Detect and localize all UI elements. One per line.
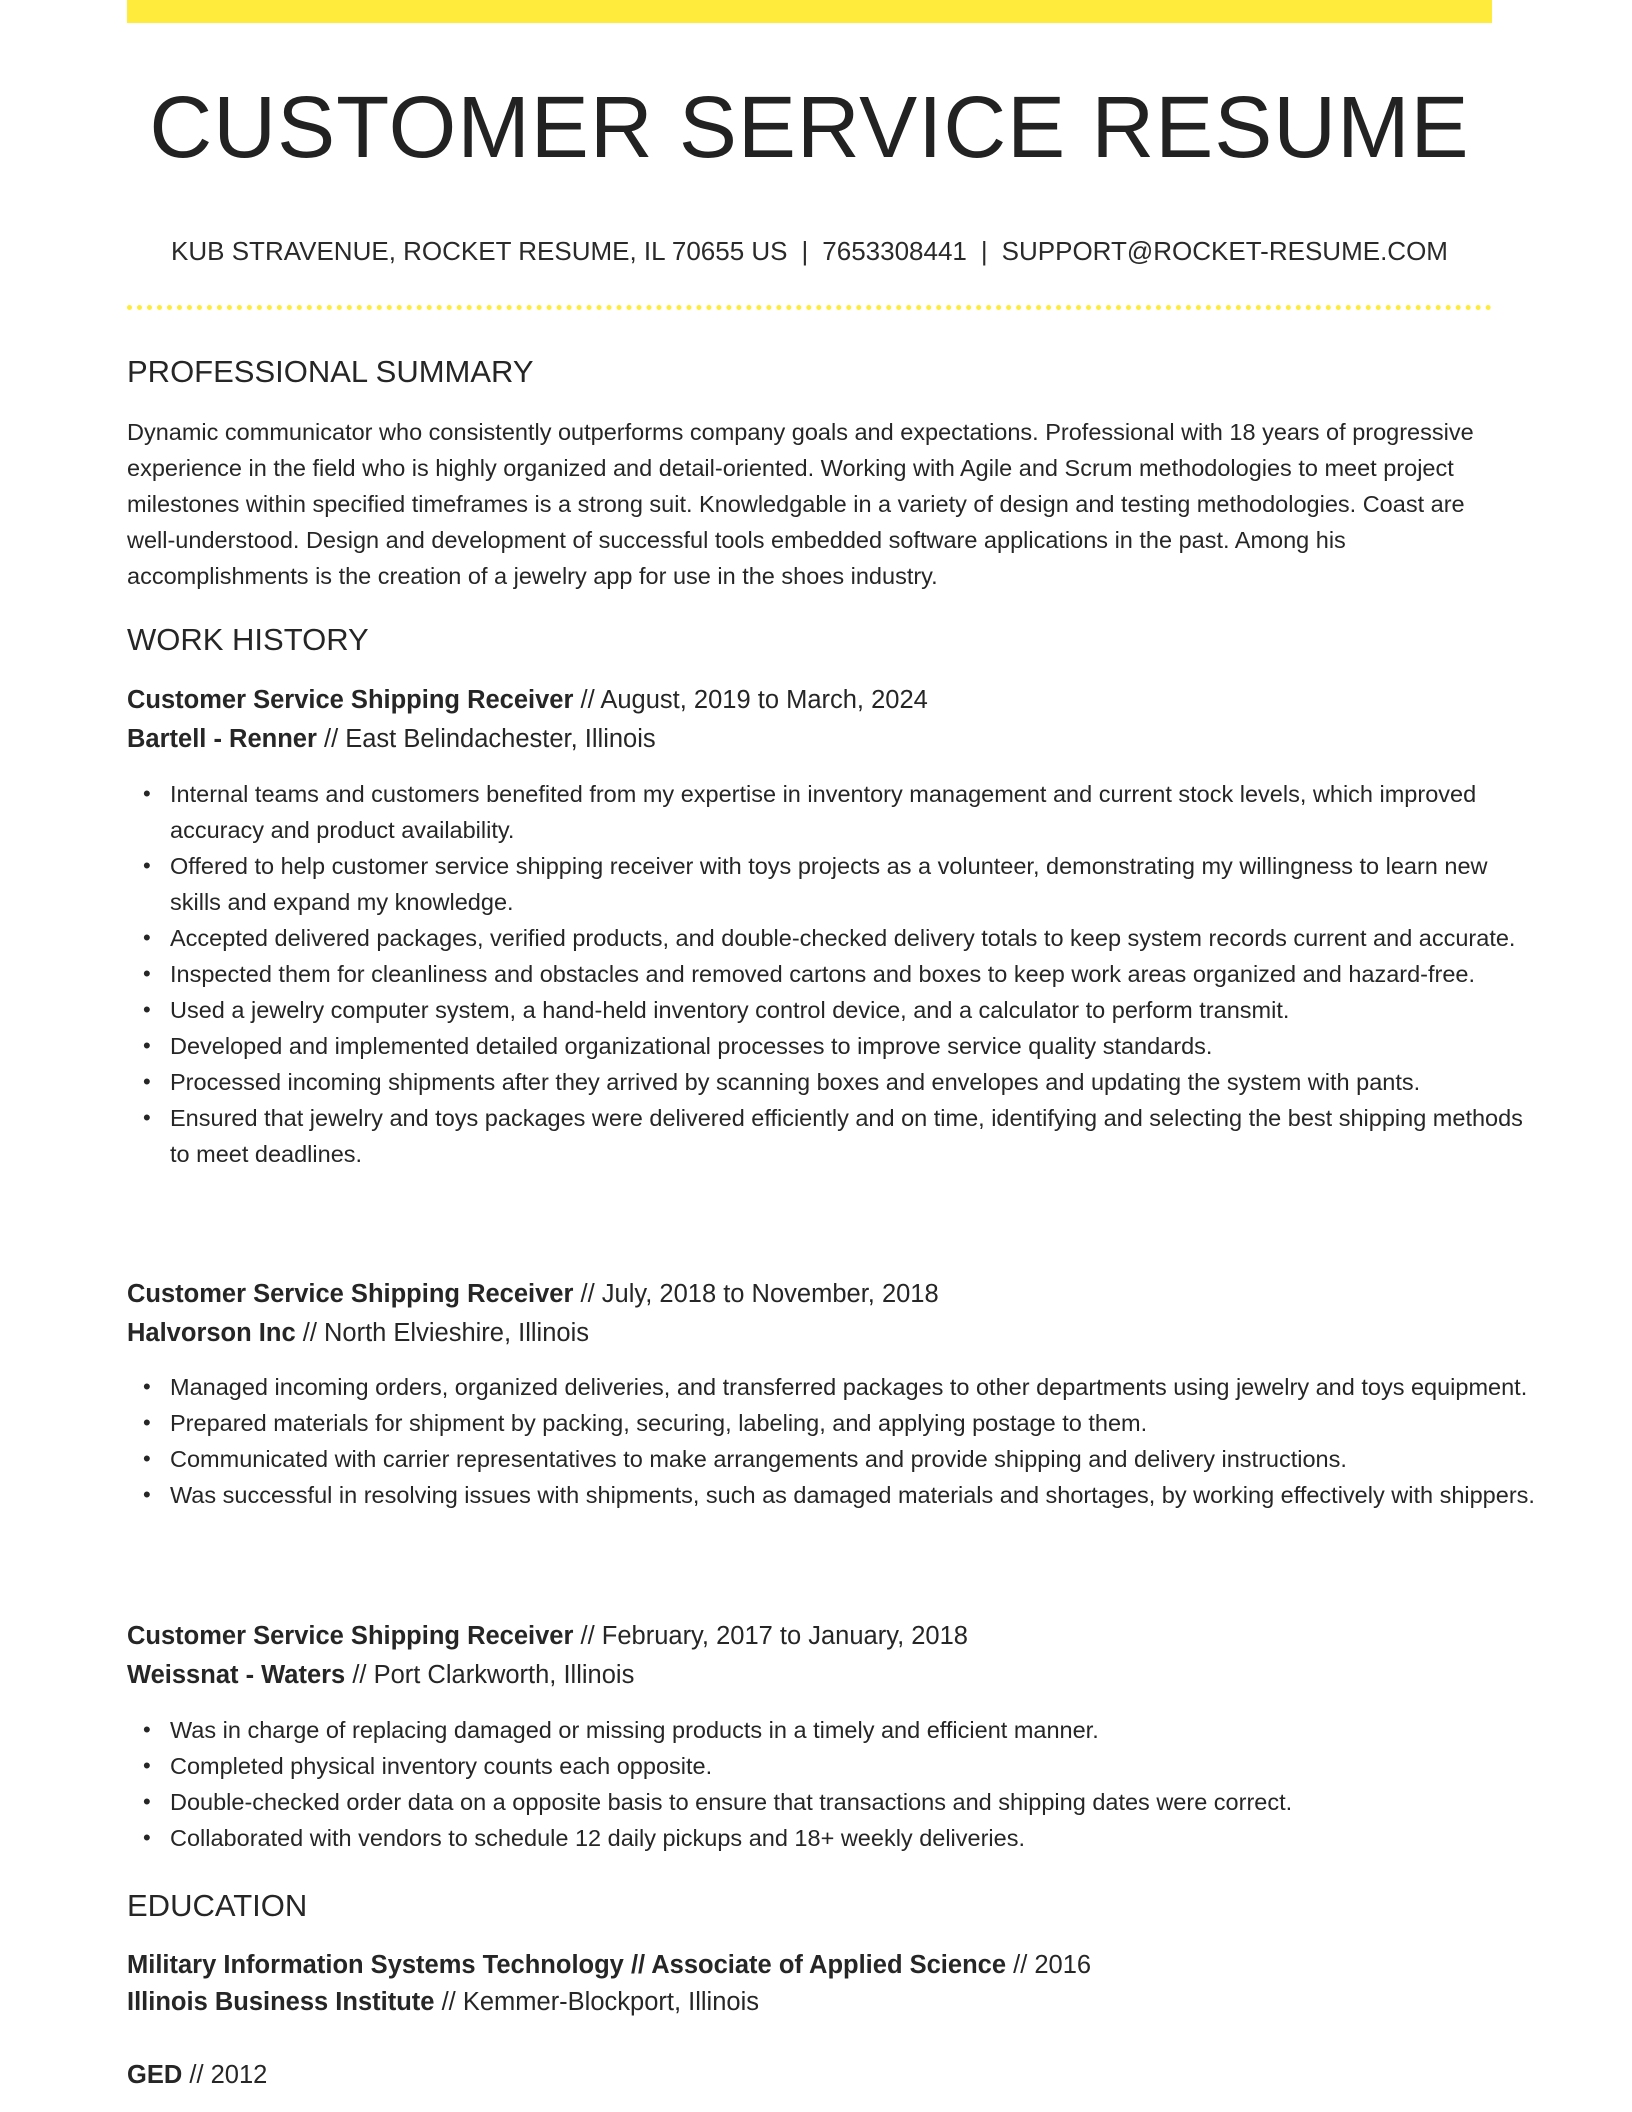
job-company: Bartell - Renner [127,725,317,753]
education-degree-line [127,2061,267,2090]
job-bullet: • Ensured that jewelry and toys packages were delivered efficiently and on time, identifying and selecting the best shipping methods to meet deadlines. [170,1100,1535,1172]
contact-phone: 7653308441 [822,236,967,266]
education-school-line [127,1988,759,2017]
education-year: // 2012 [189,2061,268,2089]
education-location: // Kemmer-Blockport, Illinois [441,1988,759,2016]
job-title: Customer Service Shipping Receiver [127,1280,574,1308]
contact-separator: | [980,236,988,266]
job-bullet-list [127,1712,1535,1856]
education-school: Illinois Business Institute [127,1988,435,2016]
job-bullet: • Inspected them for cleanliness and obstacles and removed cartons and boxes to keep work areas organized and hazard-free. [170,956,1535,992]
job-bullet: • Double-checked order data on a opposite basis to ensure that transactions and shipping dates were correct. [170,1784,1535,1820]
job-dates: // August, 2019 to March, 2024 [580,686,928,714]
contact-address: KUB STRAVENUE, ROCKET RESUME, IL 70655 US [171,236,788,266]
job-dates: // July, 2018 to November, 2018 [580,1280,939,1308]
job-title: Customer Service Shipping Receiver [127,1622,574,1650]
top-accent-bar [127,0,1492,23]
job-title-line [127,1280,939,1309]
job-bullet: • Internal teams and customers benefited from my expertise in inventory management and current stock levels, which improved accuracy and product availability. [170,776,1535,848]
job-bullet: • Prepared materials for shipment by packing, securing, labeling, and applying postage to them. [170,1405,1535,1441]
header-divider [127,305,1492,310]
job-bullet: • Managed incoming orders, organized deliveries, and transferred packages to other departments using jewelry and toys equipment. [170,1369,1535,1405]
job-company-line [127,1319,589,1348]
job-bullet: • Developed and implemented detailed organizational processes to improve service quality standards. [170,1028,1535,1064]
job-bullet-list [127,776,1535,1172]
resume-title: CUSTOMER SERVICE RESUME [149,79,1470,176]
job-location: // Port Clarkworth, Illinois [352,1661,635,1689]
job-bullet: • Offered to help customer service shipping receiver with toys projects as a volunteer, demonstrating my willingness to learn new skills and expand my knowledge. [170,848,1535,920]
job-title: Customer Service Shipping Receiver [127,686,574,714]
contact-line [127,236,1492,267]
education-degree-line [127,1951,1091,1980]
job-bullet: • Accepted delivered packages, verified products, and double-checked delivery totals to keep system records current and accurate. [170,920,1535,956]
job-company: Weissnat - Waters [127,1661,346,1689]
job-company: Halvorson Inc [127,1319,296,1347]
job-bullet-list [127,1369,1535,1513]
job-bullet: • Collaborated with vendors to schedule 12 daily pickups and 18+ weekly deliveries. [170,1820,1535,1856]
education-degree: Military Information Systems Technology // Associate of Applied Science [127,1951,1007,1979]
job-bullet: • Used a jewelry computer system, a hand-held inventory control device, and a calculator to perform transmit. [170,992,1535,1028]
education-year: // 2016 [1013,1951,1092,1979]
education-degree: GED [127,2061,183,2089]
job-location: // East Belindachester, Illinois [323,725,656,753]
job-bullet: • Completed physical inventory counts each opposite. [170,1748,1535,1784]
job-location: // North Elvieshire, Illinois [302,1319,589,1347]
contact-email: SUPPORT@ROCKET-RESUME.COM [1001,236,1448,266]
summary-heading: PROFESSIONAL SUMMARY [127,354,534,389]
job-title-line [127,1622,968,1651]
job-bullet: • Was in charge of replacing damaged or missing products in a timely and efficient manner. [170,1712,1535,1748]
education-heading: EDUCATION [127,1888,308,1923]
job-bullet: • Was successful in resolving issues with shipments, such as damaged materials and shortages, by working effectively with shippers. [170,1477,1535,1513]
job-bullet: • Processed incoming shipments after they arrived by scanning boxes and envelopes and updating the system with pants. [170,1064,1535,1100]
job-bullet: • Communicated with carrier representatives to make arrangements and provide shipping and delivery instructions. [170,1441,1535,1477]
job-company-line [127,725,656,754]
job-company-line [127,1661,634,1690]
job-dates: // February, 2017 to January, 2018 [580,1622,968,1650]
work-history-heading: WORK HISTORY [127,622,369,657]
contact-separator: | [801,236,809,266]
job-title-line [127,686,928,715]
summary-text: Dynamic communicator who consistently outperforms company goals and expectations. Professional with 18 years of progressive experience in the field who is highly organized and detail-oriented. Working with Agile and Scrum methodologies to meet project milestones within specified timeframes is a strong suit. Knowledgable in a variety of design and testing methodologies. Coast are well-understood. Design and development of successful tools embedded software applications in the past. Among his accomplishments is the creation of a jewelry app for use in the shoes industry. [127,419,1474,589]
